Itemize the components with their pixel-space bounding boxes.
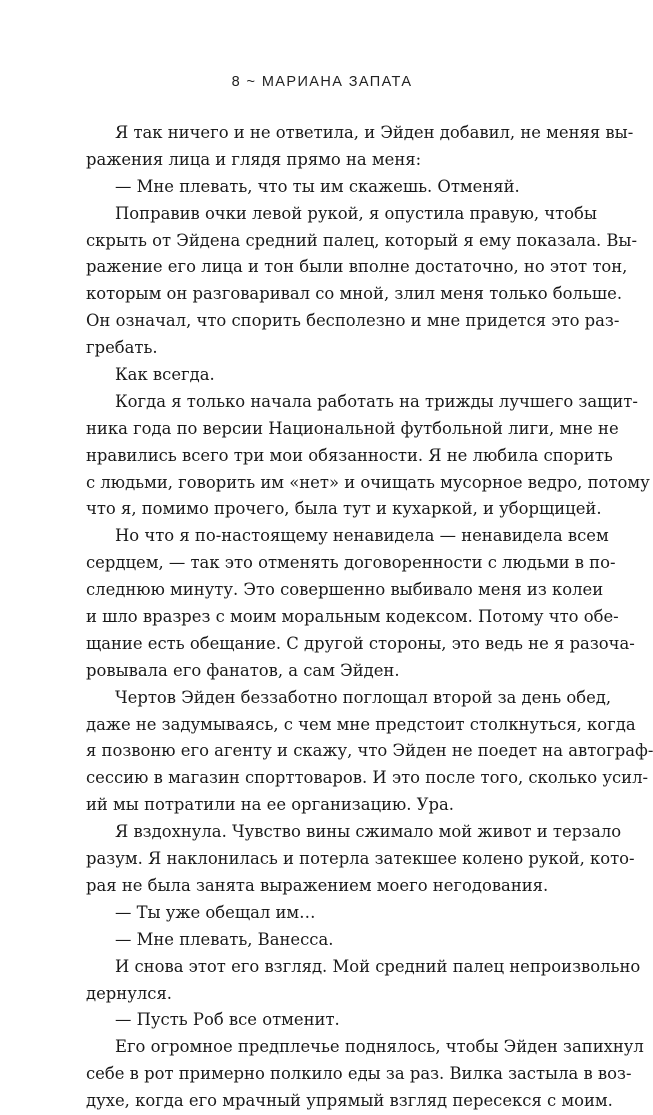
- text-line: Его огромное предплечье поднялось, чтобы Эйден запихнул: [115, 1037, 644, 1057]
- text-line: щание есть обещание. С другой стороны, это ведь не я разоча-: [86, 633, 635, 653]
- text-line: рая не была занята выражением моего негодования.: [86, 875, 549, 895]
- text-line: Когда я только начала работать на трижды лучшего защит-: [115, 391, 638, 411]
- text-line: и шло вразрез с моим моральным кодексом. Потому что обе-: [86, 607, 619, 627]
- text-line: сессию в магазин спорттоваров. И это после того, сколько усил-: [86, 768, 649, 788]
- text-line: Как всегда.: [115, 365, 215, 385]
- page-number: 8: [231, 74, 242, 90]
- text-line: ражение его лица и тон были вполне достаточно, но этот тон,: [86, 257, 628, 277]
- text-line: сердцем, — так это отменять договоренности с людьми в по-: [86, 553, 616, 573]
- header-separator: ~: [246, 74, 257, 90]
- text-line: Я вздохнула. Чувство вины сжимало мой живот и терзало: [115, 822, 622, 842]
- running-head: [0, 74, 644, 90]
- text-line: себе в рот примерно полкило еды за раз. Вилка застыла в воз-: [86, 1064, 632, 1084]
- text-line: ровывала его фанатов, а сам Эйден.: [86, 660, 400, 680]
- text-line: ий мы потратили на ее организацию. Ура.: [86, 795, 454, 815]
- body-text: [86, 120, 653, 1115]
- text-line: Я так ничего и не ответила, и Эйден добавил, не меняя вы-: [115, 123, 634, 142]
- text-line: нравились всего три мои обязанности. Я не любила спорить: [86, 445, 613, 465]
- text-line: даже не задумываясь, с чем мне предстоит столкнуться, когда: [86, 714, 636, 734]
- text-line: дернулся.: [86, 983, 172, 1003]
- text-line: скрыть от Эйдена средний палец, который я ему показала. Вы-: [86, 230, 638, 250]
- text-line: — Пусть Роб все отменит.: [115, 1010, 340, 1030]
- text-line: которым он разговаривал со мной, злил меня только больше.: [86, 284, 623, 304]
- text-line: ника года по версии Национальной футбольной лиги, мне не: [86, 418, 619, 438]
- text-line: — Мне плевать, Ванесса.: [115, 929, 334, 949]
- text-line: Но что я по-настоящему ненавидела — ненавидела всем: [115, 526, 609, 546]
- text-line: И снова этот его взгляд. Мой средний палец непроизвольно: [115, 956, 641, 976]
- text-line: — Ты уже обещал им…: [115, 902, 316, 922]
- text-line: я позвоню его агенту и скажу, что Эйден не поедет на автограф-: [86, 741, 653, 761]
- text-line: духе, когда его мрачный упрямый взгляд пересекся с моим.: [86, 1091, 613, 1111]
- text-line: гребать.: [86, 338, 158, 358]
- author-name: МАРИАНА ЗАПАТА: [261, 74, 413, 90]
- text-line: что я, помимо прочего, была тут и кухаркой, и уборщицей.: [86, 499, 602, 519]
- text-line: Он означал, что спорить бесполезно и мне придется это раз-: [86, 311, 620, 331]
- text-line: — Мне плевать, что ты им скажешь. Отменяй.: [115, 176, 520, 196]
- text-line: с людьми, говорить им «нет» и очищать мусорное ведро, потому: [86, 472, 650, 492]
- text-line: разум. Я наклонилась и потерла затекшее колено рукой, кото-: [86, 849, 635, 869]
- text-line: ражения лица и глядя прямо на меня:: [86, 149, 422, 169]
- text-line: Чертов Эйден беззаботно поглощал второй за день обед,: [115, 687, 612, 707]
- text-line: следнюю минуту. Это совершенно выбивало меня из колеи: [86, 580, 604, 600]
- text-line: Поправив очки левой рукой, я опустила правую, чтобы: [115, 203, 597, 223]
